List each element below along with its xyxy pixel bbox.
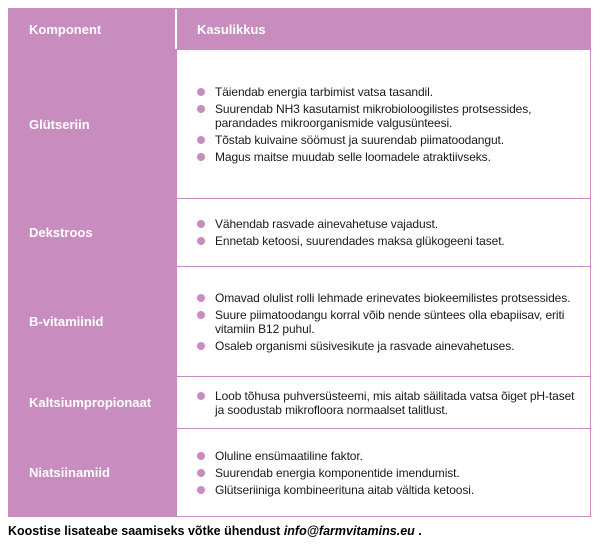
- benefit-text: Loob tõhusa puhversüsteemi, mis aitab säilitada vatsa õiget pH-taset ja soodustab mikrofloora normaalset talitlust.: [215, 388, 575, 417]
- benefit-text: Oluline ensümaatiline faktor.: [215, 448, 363, 463]
- list-item: [195, 308, 582, 336]
- bullet-icon: [197, 294, 205, 302]
- table-row: [9, 49, 590, 198]
- list-item: [195, 449, 474, 463]
- benefit-text: Osaleb organismi süsivesikute ja rasvade ainevahetuses.: [215, 338, 515, 353]
- list-item: [195, 217, 505, 231]
- component-name: Glütseriin: [9, 50, 177, 198]
- bullet-icon: [197, 452, 205, 460]
- list-item: [195, 389, 582, 417]
- component-name: B-vitamiinid: [9, 267, 177, 376]
- benefits-table: [8, 8, 591, 517]
- list-item: [195, 133, 582, 147]
- benefit-cell: [177, 199, 590, 266]
- list-item: [195, 466, 474, 480]
- benefit-list: [195, 82, 582, 167]
- list-item: [195, 85, 582, 99]
- benefit-text: Vähendab rasvade ainevahetuse vajadust.: [215, 217, 438, 231]
- bullet-icon: [197, 392, 205, 400]
- benefit-text: Magus maitse muudab selle loomadele atraktiivseks.: [215, 149, 491, 164]
- benefit-cell: [177, 377, 590, 428]
- table-row: [9, 428, 590, 516]
- benefit-list: [195, 386, 582, 420]
- benefit-list: [195, 446, 474, 500]
- benefit-cell: [177, 267, 590, 376]
- list-item: [195, 102, 582, 130]
- bullet-icon: [197, 486, 205, 494]
- list-item: [195, 291, 582, 305]
- list-item: [195, 483, 474, 497]
- benefit-text: Suure piimatoodangu korral võib nende süntees olla ebapiisav, eriti vitamiin B12 puhul.: [215, 307, 565, 336]
- bullet-icon: [197, 136, 205, 144]
- bullet-icon: [197, 237, 205, 245]
- header-benefit: Kasulikkus: [177, 9, 590, 49]
- component-name: Dekstroos: [9, 199, 177, 266]
- bullet-icon: [197, 220, 205, 228]
- benefit-text: Täiendab energia tarbimist vatsa tasandil.: [215, 84, 433, 99]
- table-row: [9, 266, 590, 376]
- benefit-cell: [177, 429, 590, 516]
- benefit-text: Suurendab energia komponentide imendumist.: [215, 465, 460, 480]
- bullet-icon: [197, 469, 205, 477]
- benefit-text: Ennetab ketoosi, suurendades maksa glükogeeni taset.: [215, 234, 505, 248]
- table-row: [9, 376, 590, 428]
- benefit-list: [195, 214, 505, 251]
- list-item: [195, 339, 582, 353]
- table-row: [9, 198, 590, 266]
- contact-email-link[interactable]: info@farmvitamins.eu: [283, 524, 415, 538]
- bullet-icon: [197, 105, 205, 113]
- contact-text: Koostise lisateabe saamiseks võtke ühendust: [8, 524, 281, 538]
- bullet-icon: [197, 153, 205, 161]
- benefit-text: Suurendab NH3 kasutamist mikrobioloogilistes protsessides, parandades mikroorganismide valgusünteesi.: [215, 101, 532, 130]
- bullet-icon: [197, 311, 205, 319]
- table-header: [9, 9, 590, 49]
- benefit-text: Tõstab kuivaine söömust ja suurendab piimatoodangut.: [215, 132, 504, 147]
- contact-end: .: [414, 524, 422, 538]
- bullet-icon: [197, 342, 205, 350]
- benefit-list: [195, 288, 582, 356]
- list-item: [195, 150, 582, 164]
- component-name: Niatsiinamiid: [9, 429, 177, 516]
- benefit-text: Glütseriiniga kombineerituna aitab vältida ketoosi.: [215, 482, 475, 497]
- list-item: [195, 234, 505, 248]
- benefit-cell: [177, 50, 590, 198]
- contact-note: [8, 524, 422, 538]
- component-name: Kaltsiumpropionaat: [9, 377, 177, 428]
- bullet-icon: [197, 88, 205, 96]
- benefit-text: Omavad olulist rolli lehmade erinevates biokeemilistes protsessides.: [215, 290, 571, 305]
- header-component: Komponent: [9, 9, 177, 49]
